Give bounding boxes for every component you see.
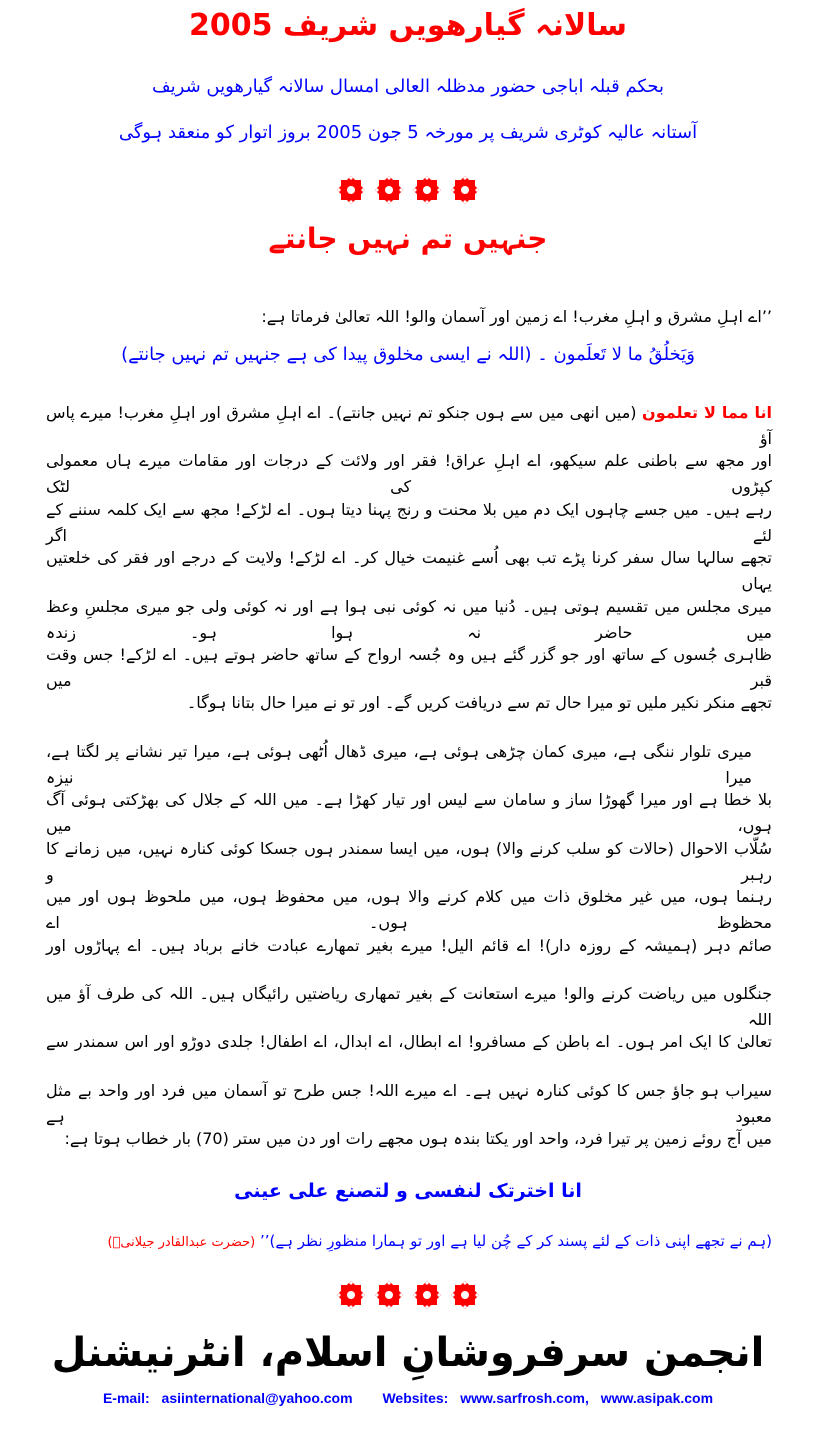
star-ornament-icon	[409, 1277, 445, 1317]
announcement-line-2: آستانہ عالیہ کوٹری شریف پر مورخہ 5 جون 2005 بروز اتوار کو منعقد ہوگی	[118, 122, 698, 143]
paragraph-line: بلا خطا ہے اور میرا گھوڑا ساز و سامان سے لیس اور تیار کھڑا ہے۔ میں اللہ کے جلال کی بھڑکتی ہوئی آگ ہوں، میں	[46, 790, 772, 836]
contact-line	[0, 1390, 816, 1406]
intro-line: ’’اے اہلِ مشرق و اہلِ مغرب! اے زمین اور آسمان والو! اللہ تعالیٰ فرماتا ہے:	[261, 307, 772, 326]
paragraph-line: میں آج روئے زمین پر تیرا فرد، واحد اور یکتا بندہ ہوں مجھے رات اور دن میں ستر (70) بار خطاب ہوتا ہے:	[64, 1129, 772, 1149]
paragraph-line: سُلّاب الاحوال (حالات کو سلب کرنے والا) ہوں، میں ایسا سمندر ہوں جسکا کوئی کنارہ نہیں، میں زمانے کا رہبر و	[46, 838, 772, 884]
paragraph-line: رہے ہیں۔ میں جسے چاہوں ایک دم میں بلا محنت و رنج پہنا دیتا ہوں۔ اے لڑکے! مجھ سے ایک کلمہ سننے کے لئے اگر	[46, 499, 772, 545]
website-link-2[interactable]: www.asipak.com	[600, 1390, 714, 1406]
paragraph-line: تجھے سالہا سال سفر کرنا پڑے تب بھی اُسے غنیمت خیال کر۔ اے لڑکے! ولایت کے درجے اور فقر کی خلعتیں یہاں	[46, 548, 772, 594]
line-text: (میں انھی میں سے ہوں جنکو تم نہیں جانتے)۔ اے اہلِ مشرق اور اہلِ مغرب! میرے پاس آؤ	[46, 403, 772, 448]
page-title: سالانہ گیارھویں شریف 2005	[188, 8, 628, 43]
paragraph-line: تجھے منکر نکیر ملیں تو میرا حال تم سے دریافت کریں گے۔ اور تو نے میرا حال بتانا ہوگا۔	[186, 693, 772, 713]
paragraph-line: رہنما ہوں، میں غیر مخلوق ذات میں کلام کرنے والا ہوں، میں محفوظ ہوں، میں ملحوظ ہوں اور میں محظوظ ہوں۔ اے	[46, 887, 772, 933]
star-ornament-icon	[333, 1277, 369, 1317]
lead-phrase: انا مما لا تعلمون	[642, 403, 773, 422]
paragraph-line: صائم دہر (ہمیشہ کے روزہ دار)! اے قائم الیل! میرے بغیر تمھارے عبادت خانے برباد ہیں۔ اے پہاڑوں اور	[46, 935, 772, 955]
email-label: E-mail:	[102, 1390, 150, 1406]
paragraph-line: جنگلوں میں ریاضت کرنے والو! میرے استعانت کے بغیر تمھاری ریاضتیں رائیگاں ہیں۔ اللہ کی طرف آؤ میں اللہ	[46, 984, 772, 1029]
star-ornament-icon	[371, 172, 407, 212]
arabic-closing: انا اخترتک لنفسی و لتصنع علی عینی	[234, 1180, 582, 1202]
attribution: (حضرت عبدالقادر جیلانیؓ)	[107, 1235, 256, 1250]
closing-translation-row	[46, 1232, 772, 1250]
paragraph-line: سیراب ہو جاؤ جس کا کوئی کنارہ نہیں ہے۔ اے میرے اللہ! جس طرح تو آسمان میں فرد اور واحد بے مثل معبود ہے	[46, 1080, 772, 1126]
star-ornament-bottom	[0, 1277, 816, 1317]
paragraph-line: اور مجھ سے باطنی علم سیکھو، اے اہلِ عراق! فقر اور ولائت کے درجات اور مقامات میرے ہاں معمولی کپڑوں کی لٹک	[46, 451, 772, 497]
section-heading: جنہیں تم نہیں جانتے	[268, 222, 548, 255]
closing-translation: (ہم نے تجھے اپنی ذات کے لئے پسند کر کے چُن لیا ہے اور تو ہمارا منظورِ نظر ہے)’’	[260, 1232, 772, 1250]
star-ornament-top	[0, 172, 816, 212]
email-link[interactable]: asiinternational@yahoo.com	[161, 1390, 353, 1406]
paragraph-line	[46, 400, 772, 452]
star-ornament-icon	[371, 1277, 407, 1317]
star-ornament-icon	[447, 1277, 483, 1317]
quran-verse: وَيَخلُقُ ما لا تَعلَمون ۔ (اللہ نے ایسی مخلوق پیدا کی ہے جنہیں تم نہیں جانتے)	[121, 344, 695, 365]
star-ornament-icon	[333, 172, 369, 212]
paragraph-line: میری مجلس میں تقسیم ہوتی ہیں۔ دُنیا میں نہ کوئی نبی ہوا ہے اور نہ کوئی ولی جو میری مجلسِ وعظ میں حاضر نہ ہوا ہو۔ زندہ	[46, 596, 772, 642]
star-ornament-icon	[447, 172, 483, 212]
announcement-line-1: بحکم قبلہ اباجی حضور مدظلہ العالی امسال سالانہ گیارھویں شریف	[152, 76, 664, 97]
paragraph-line: ظاہری جُسوں کے ساتھ اور جو گزر گئے ہیں وہ جُسہ ارواح کے ساتھ حاضر ہوتے ہیں۔ اے لڑکے! جس وقت قبر میں	[46, 645, 772, 690]
paragraph-line: تعالیٰ کا ایک امر ہوں۔ اے باطن کے مسافرو! اے ابطال، اے ابدال، اے اطفال! جلدی دوڑو اور اس سمندر سے	[46, 1032, 772, 1052]
paragraph-line: میری تلوار ننگی ہے، میری کمان چڑھی ہوئی ہے، میری ڈھال اُٹھی ہوئی ہے، میرا تیر نشانے پر لگتا ہے، میرا نیزہ	[46, 742, 752, 787]
star-ornament-icon	[409, 172, 445, 212]
website-link-1[interactable]: www.sarfrosh.com,	[460, 1390, 589, 1406]
organization-name: انجمن سرفروشانِ اسلام، انٹرنیشنل	[51, 1330, 765, 1376]
websites-label: Websites:	[382, 1390, 449, 1406]
